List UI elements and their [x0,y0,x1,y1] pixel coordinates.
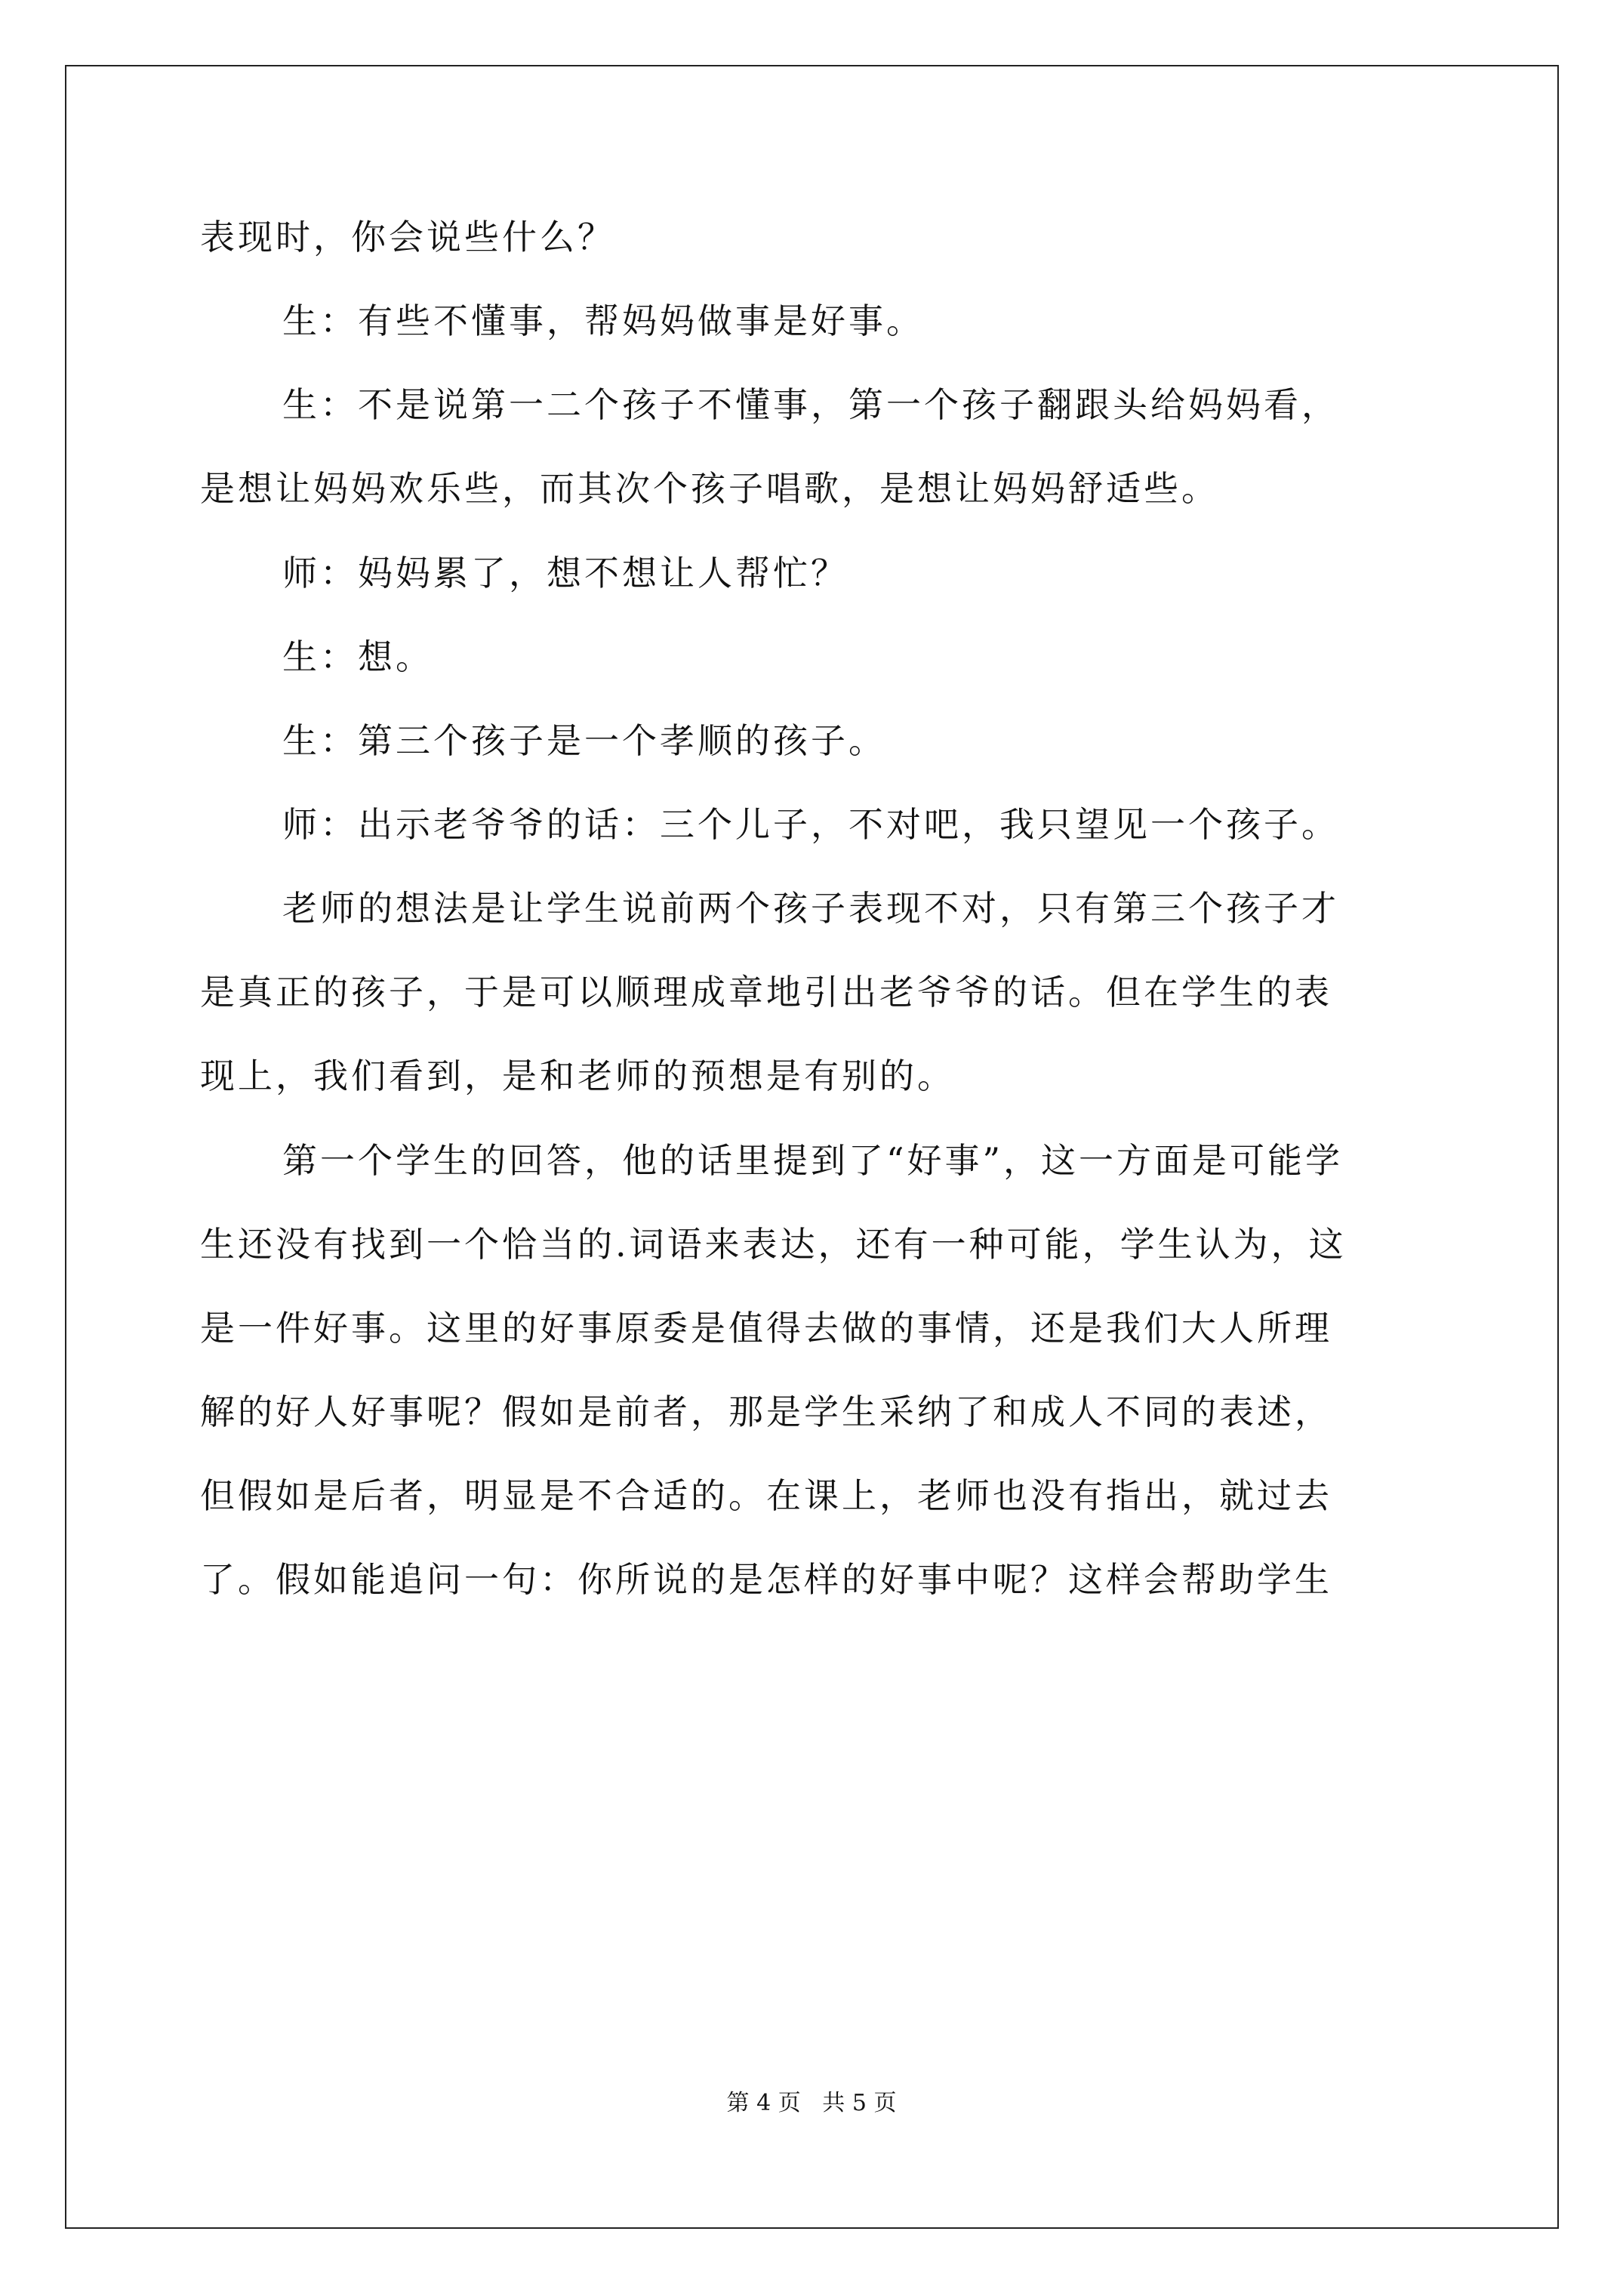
text-line: 生还没有找到一个恰当的.词语来表达，还有一种可能，学生认为，这 [200,1224,1347,1265]
page-number: 第 4 页 共 5 页 [726,2090,897,2116]
text-line: 生：有些不懂事，帮妈妈做事是好事。 [282,300,924,341]
text-line: 生：第三个孩子是一个孝顺的孩子。 [282,720,886,761]
text-line: 是真正的孩子，于是可以顺理成章地引出老爷爷的话。但在学生的表 [200,972,1332,1012]
text-line: 解的好人好事呢？假如是前者，那是学生采纳了和成人不同的表述， [200,1391,1332,1432]
text-line: 生：不是说第一二个孩子不懂事，第一个孩子翻跟头给妈妈看， [282,384,1339,425]
text-line: 现上，我们看到，是和老师的预想是有别的。 [200,1056,955,1096]
text-line: 师：妈妈累了，想不想让人帮忙？ [282,553,848,593]
text-line: 师：出示老爷爷的话：三个儿子，不对吧，我只望见一个孩子。 [282,804,1339,845]
text-line: 了。假如能追问一句：你所说的是怎样的好事中呢？这样会帮助学生 [200,1559,1332,1600]
text-line: 表现时，你会说些什么？ [200,217,615,257]
text-line: 老师的想法是让学生说前两个孩子表现不对，只有第三个孩子才 [282,888,1339,929]
text-line: 是想让妈妈欢乐些，而其次个孩子唱歌，是想让妈妈舒适些。 [200,468,1219,509]
text-line: 但假如是后者，明显是不合适的。在课上，老师也没有指出，就过去 [200,1475,1332,1516]
text-line: 生：想。 [282,636,433,677]
text-line: 是一件好事。这里的好事原委是值得去做的事情，还是我们大人所理 [200,1308,1332,1348]
text-line: 第一个学生的回答，他的话里提到了“好事”，这一方面是可能学 [282,1140,1344,1181]
